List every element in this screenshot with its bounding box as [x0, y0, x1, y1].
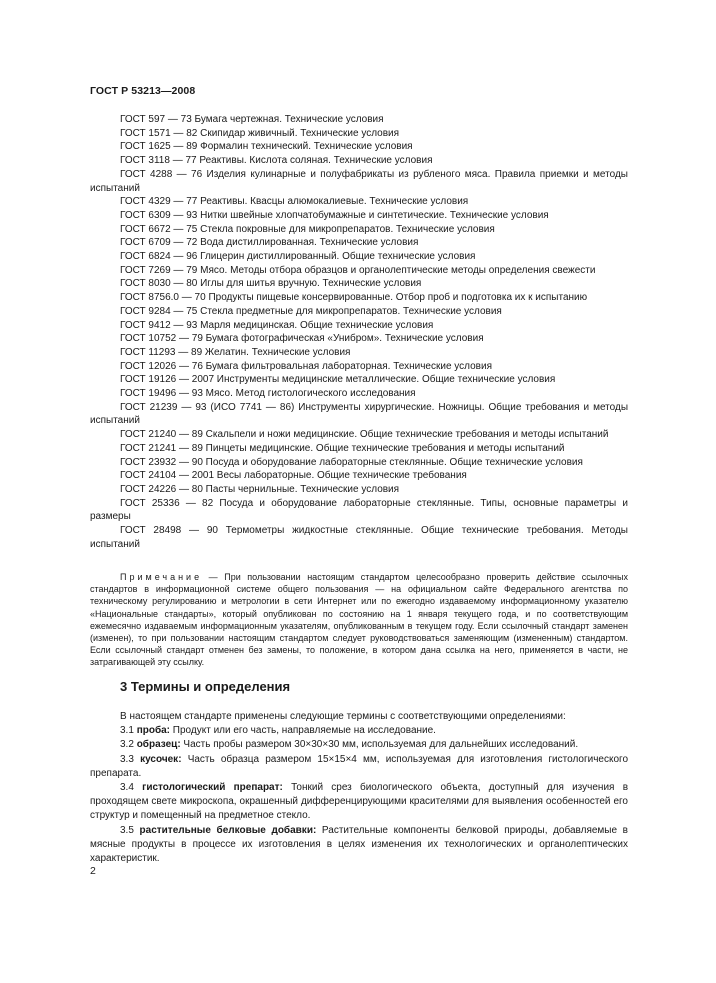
reference-item: ГОСТ 21241 — 89 Пинцеты медицинские. Общие технические требования и методы испытаний [120, 442, 565, 454]
reference-item: ГОСТ 21239 — 93 (ИСО 7741 — 86) Инструменты хирургические. Ножницы. Общие требования и методы испытаний [90, 401, 628, 427]
term-item [90, 753, 628, 781]
reference-item: ГОСТ 6672 — 75 Стекла покровные для микропрепаратов. Технические условия [120, 223, 495, 235]
term-number: 3.1 [120, 725, 134, 737]
reference-item: ГОСТ 4288 — 76 Изделия кулинарные и полуфабрикаты из рубленого мяса. Правила приемки и методы испытаний [90, 168, 628, 194]
reference-item: ГОСТ 8756.0 — 70 Продукты пищевые консервированные. Отбор проб и подготовка их к испытанию [120, 292, 588, 304]
document-header: ГОСТ Р 53213—2008 [90, 85, 196, 97]
term-name: растительные белковые добавки: [139, 824, 317, 836]
reference-item: ГОСТ 9284 — 75 Стекла предметные для микропрепаратов. Технические условия [120, 305, 502, 317]
reference-item: ГОСТ 6709 — 72 Вода дистиллированная. Технические условия [120, 237, 419, 249]
term-definition: Тонкий срез биологического объекта, доступный для изучения в проходящем свете микроскопа, окрашенный дифференцирующими красителями для выявления особенностей его структур и помещенный на предметное стекло. [90, 782, 629, 822]
term-number: 3.5 [120, 824, 134, 836]
term-number: 3.2 [120, 739, 134, 751]
term-item [90, 824, 628, 867]
note-label: Примечание [120, 572, 203, 582]
reference-item: ГОСТ 4329 — 77 Реактивы. Квасцы алюмокалиевые. Технические условия [120, 196, 469, 208]
term-name: проба: [136, 725, 171, 737]
reference-item: ГОСТ 23932 — 90 Посуда и оборудование лабораторные стеклянные. Общие технические условия [120, 456, 583, 468]
reference-item: ГОСТ 1571 — 82 Скипидар живичный. Технические условия [120, 127, 400, 139]
term-name: гистологический препарат: [142, 782, 283, 794]
reference-item: ГОСТ 1625 — 89 Формалин технический. Технические условия [120, 141, 413, 153]
term-item [90, 738, 628, 752]
section-title: 3 Термины и определения [120, 679, 291, 694]
reference-item: ГОСТ 10752 — 79 Бумага фотографическая «Унибром». Технические условия [120, 333, 484, 345]
reference-item: ГОСТ 7269 — 79 Мясо. Методы отбора образцов и органолептические методы определения свежести [120, 264, 596, 276]
reference-note [90, 571, 628, 669]
term-definition: Часть пробы размером 30×30×30 мм, используемая для дальнейших исследований. [180, 739, 579, 751]
term-item [90, 781, 628, 824]
reference-item: ГОСТ 25336 — 82 Посуда и оборудование лабораторные стеклянные. Типы, основные параметры и размеры [90, 497, 628, 523]
reference-item: ГОСТ 21240 — 89 Скальпели и ножи медицинские. Общие технические требования и методы испытаний [120, 429, 609, 441]
note-paragraph [90, 571, 628, 669]
reference-item: ГОСТ 24226 — 80 Пасты чернильные. Технические условия [120, 483, 400, 495]
reference-item: ГОСТ 19126 — 2007 Инструменты медицинские металлические. Общие технические условия [120, 374, 556, 386]
term-number: 3.4 [120, 782, 134, 794]
reference-item: ГОСТ 12026 — 76 Бумага фильтровальная лабораторная. Технические условия [120, 360, 492, 372]
term-definition: Часть образца размером 15×15×4 мм, используемая для изготовления гистологического препарата. [90, 753, 629, 779]
note-text: — При пользовании настоящим стандартом целесообразно проверить действие ссылочных стандартов в информационной системе общего пользования — на официальном сайте Федерального агентства по техническому регулированию и метрологии в сети Интернет или по ежегодно издаваемому информационному указателю «Национальные стандарты», который опубликован по состоянию на 1 января текущего года, и по соответствующим ежемесячно издаваемым информационным указателям, опубликованным в текущем году. Если ссылочный стандарт заменен (изменен), то при пользовании настоящим стандартом следует руководствоваться заменяющим (измененным) стандартом. Если ссылочный стандарт отменен без замены, то положение, в котором дана ссылка на него, применяется в части, не затрагивающей эту ссылку. [90, 572, 628, 668]
reference-item: ГОСТ 24104 — 2001 Весы лабораторные. Общие технические требования [120, 470, 467, 482]
term-definition: Растительные компоненты белковой природы, добавляемые в мясные продукты в процессе их изготовления в целях изменения их технологических и органолептических характеристик. [90, 824, 628, 865]
reference-item: ГОСТ 9412 — 93 Марля медицинская. Общие технические условия [120, 319, 434, 331]
term-name: кусочек: [140, 753, 182, 765]
normative-references-list [90, 113, 628, 552]
term-name: образец: [136, 739, 181, 751]
term-item [90, 724, 628, 738]
reference-item: ГОСТ 28498 — 90 Термометры жидкостные стеклянные. Общие технические требования. Методы испытаний [90, 525, 628, 550]
terms-intro: В настоящем стандарте применены следующие термины с соответствующими определениями: [120, 711, 566, 722]
reference-item: ГОСТ 3118 — 77 Реактивы. Кислота соляная. Технические условия [120, 155, 433, 167]
reference-item: ГОСТ 6824 — 96 Глицерин дистиллированный. Общие технические условия [120, 251, 476, 263]
reference-item: ГОСТ 11293 — 89 Желатин. Технические условия [120, 346, 351, 358]
reference-item: ГОСТ 6309 — 93 Нитки швейные хлопчатобумажные и синтетические. Технические условия [120, 209, 549, 221]
term-definition: Продукт или его часть, направляемые на исследование. [170, 725, 436, 737]
reference-item: ГОСТ 8030 — 80 Иглы для шитья вручную. Технические условия [120, 278, 422, 290]
reference-item: ГОСТ 597 — 73 Бумага чертежная. Технические условия [120, 114, 384, 125]
term-number: 3.3 [120, 753, 134, 765]
reference-item: ГОСТ 19496 — 93 Мясо. Метод гистологического исследования [120, 388, 416, 400]
terms-definitions [90, 710, 628, 866]
page-number: 2 [90, 865, 96, 877]
